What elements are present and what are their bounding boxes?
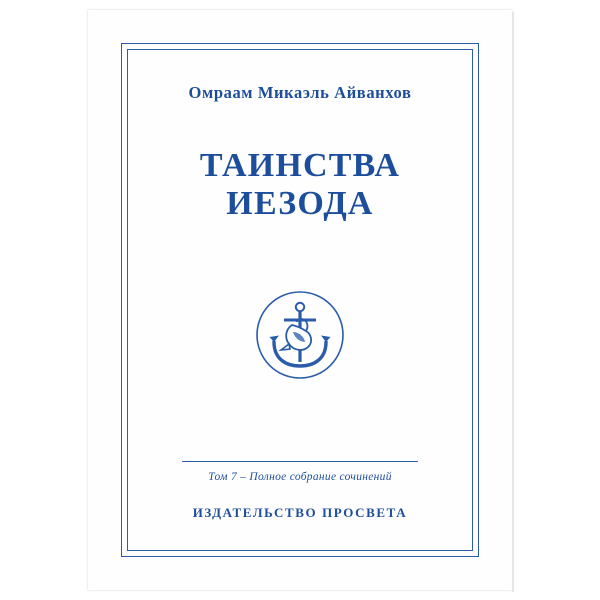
footer-divider (182, 461, 418, 462)
title-line-1: ТАИНСТВА (199, 147, 401, 184)
anchor-dove-emblem-icon (254, 289, 346, 381)
book-title (200, 147, 400, 223)
cover-content (127, 49, 473, 551)
cover-footer (127, 461, 473, 521)
book-cover (88, 10, 512, 590)
title-line-2: ИЕЗОДА (226, 185, 374, 223)
author-name: Омраам Микаэль Айванхов (188, 83, 412, 102)
volume-note: Том 7 – Полное собрание сочинений (208, 471, 392, 483)
publisher-name: ИЗДАТЕЛЬСТВО ПРОСВЕТА (192, 505, 408, 520)
